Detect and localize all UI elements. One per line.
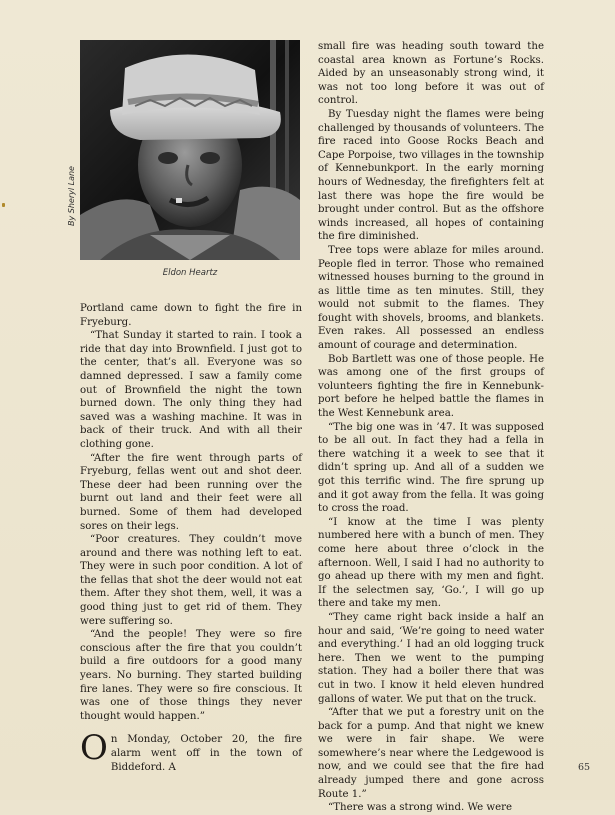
paragraph: small fire was heading south toward the coastal area known as Fortune’s Rocks. Aided by an unseasonably strong wind, it was not too long before it was out of control. xyxy=(318,41,544,107)
portrait-photo xyxy=(80,40,300,260)
paragraph: “They came right back inside a half an hour and said, ‘We’re going to need water and everything.’ I had an old logging truck here. Then we went to the pumping station. They had a boiler there that was cut in two. I know it held eleven hundred gallons of water. We put that on the truck. xyxy=(318,611,544,705)
paragraph: “After the fire went through parts of Fryeburg, fellas went out and shot deer. These deer had been running over the burnt out land and their feet were all burned. Some of them had developed sores on their legs. xyxy=(80,452,302,532)
dropcap-paragraph xyxy=(80,728,302,774)
paragraph: “And the people! They were so fire conscious after the fire that you couldn’t build a fire outdoors for a good many years. No burning. They started building fire lanes. They were so fire conscious. It was one of those things they never thought would happen.” xyxy=(80,629,302,722)
paragraph: By Tuesday night the flames were being challenged by thousands of volunteers. The fire raced into Goose Rocks Beach and Cape Porpoise, two villages in the township of Kennebunkport. In the early morning hours of Wednesday, the firefighters felt at last there was hope the fire would be brought under control. But as the offshore winds increased, all hopes of containing the fire diminished. xyxy=(318,108,544,243)
right-text-column xyxy=(318,40,544,815)
paragraph: Portland came down to fight the fire in Fryeburg. xyxy=(80,303,302,328)
page-number: 65 xyxy=(578,762,591,773)
page-edge-mark xyxy=(2,203,5,207)
paragraph: “There was a strong wind. We were xyxy=(328,802,513,814)
left-text-column xyxy=(80,302,302,774)
photo-credit: By Sheryl Lane xyxy=(67,166,76,226)
drop-cap-letter: O xyxy=(80,728,108,769)
dropcap-paragraph-text: n Monday, October 20, the fire alarm went off in the town of Biddeford. A xyxy=(110,734,302,773)
paragraph: “That Sunday it started to rain. I took a ride that day into Brownfield. I just got to the center, that’s all. Everyone was so damned depressed. I saw a family come out of Brownfield the night the town burned down. The only thing they had saved was a washing machine. It was in back of their truck. And with all their clothing gone. xyxy=(80,330,302,450)
paragraph: “Poor creatures. They couldn’t move around and there was nothing left to eat. They were in such poor condition. A lot of the fellas that shot the deer would not eat them. After they shot them, well, it was a good thing just to get rid of them. They were suffering so. xyxy=(80,534,302,627)
paragraph: “After that we put a forestry unit on the back for a pump. And that night we knew we were in fair shape. We were somewhere’s near where the Ledgewood is now, and we could see that the fire had already jumped there and gone across Route 1.” xyxy=(318,707,544,800)
paragraph: “The big one was in ’47. It was supposed to be all out. In fact they had a fella in there watching it a week to see that it didn’t spring up. And all of a sudden we got this terrific wind. The fire sprung up and it got away from the fella. It was going to cross the road. xyxy=(318,421,544,515)
paragraph: Bob Bartlett was one of those people. He was among one of the first groups of volunteers fighting the fire in Kennebunkport before he helped battle the flames in the West Kennebunk area. xyxy=(318,353,544,420)
paragraph: Tree tops were ablaze for miles around. People fled in terror. Those who remained witnessed houses burning to the ground in as little time as ten minutes. Still, they would not submit to the flames. They fought with shovels, brooms, and blankets. Even rakes. All possessed an endless amount of courage and determination. xyxy=(318,244,544,352)
photo-caption: Eldon Heartz xyxy=(162,268,218,278)
paragraph: “I know at the time I was plenty numbered here with a bunch of men. They come here about three o’clock in the afternoon. Well, I said I had no authority to go ahead up there with my men and fight. If the selectmen say, ‘Go.’, I will go up there and take my men. xyxy=(318,516,544,610)
